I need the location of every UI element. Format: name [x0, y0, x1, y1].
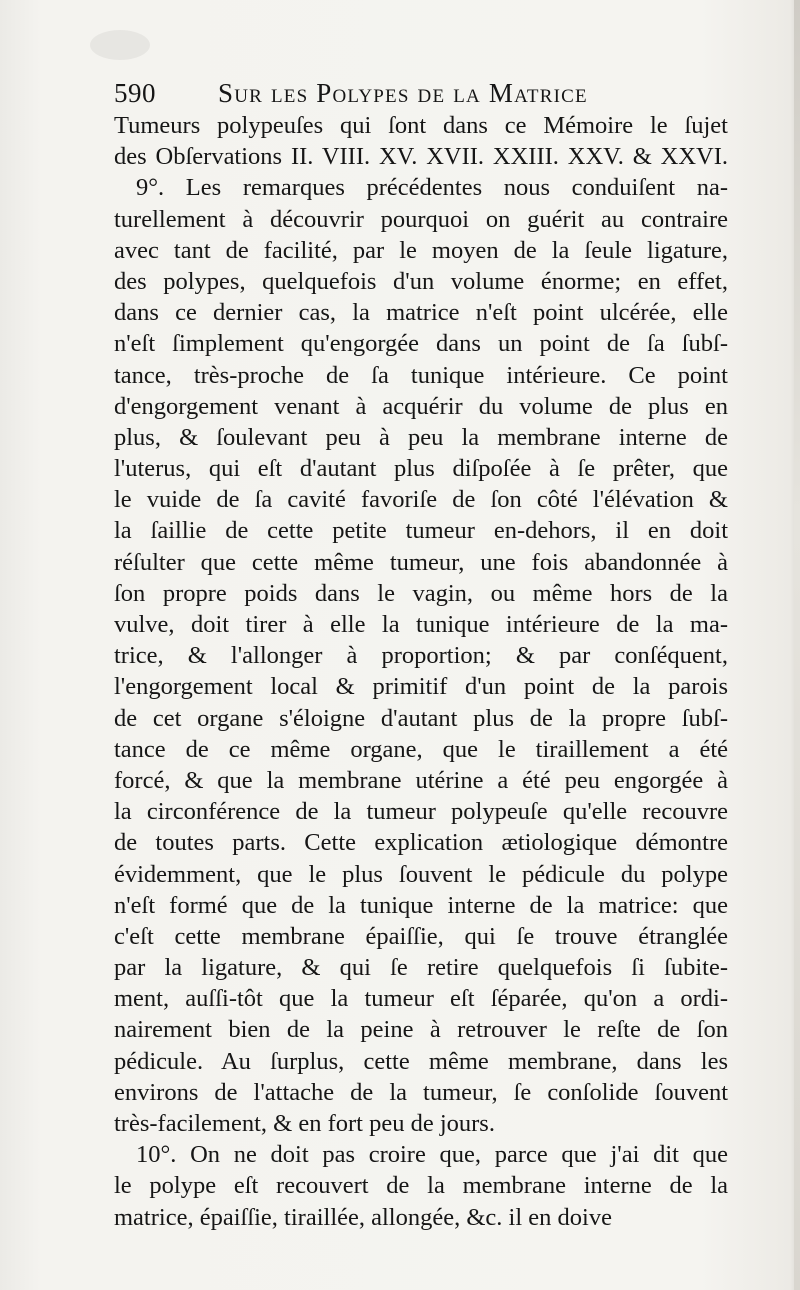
text-line: la circonférence de la tumeur polypeuſe qu'elle recouvre [114, 798, 728, 826]
text-line: 10°. On ne doit pas croire que, parce que j'ai dit que [136, 1141, 728, 1169]
body-text [114, 110, 728, 1233]
text-line: environs de l'attache de la tumeur, ſe conſolide ſouvent [114, 1078, 728, 1106]
text-line: de toutes parts. Cette explication ætiologique démontre [114, 829, 728, 857]
text-line: plus, & ſoulevant peu à peu la membrane interne de [114, 423, 728, 451]
text-line: forcé, & que la membrane utérine a été peu engorgée à [114, 766, 728, 794]
paper-smudge [90, 30, 150, 60]
text-line: l'uterus, qui eſt d'autant plus diſpoſée à ſe prêter, que [114, 455, 728, 483]
text-line: le vuide de ſa cavité favoriſe de ſon côté l'élévation & [114, 486, 728, 514]
text-line: des polypes, quelquefois d'un volume énorme; en effet, [114, 267, 728, 295]
text-line: ſon propre poids dans le vagin, ou même hors de la [114, 579, 728, 607]
page-header [114, 76, 734, 110]
text-line: nairement bien de la peine à retrouver le reſte de ſon [114, 1016, 728, 1044]
text-line: dans ce dernier cas, la matrice n'eſt point ulcérée, elle [114, 299, 728, 327]
text-line: réſulter que cette même tumeur, une fois abandonnée à [114, 548, 728, 576]
text-line: turellement à découvrir pourquoi on guérit au contraire [114, 205, 728, 233]
text-line: c'eſt cette membrane épaiſſie, qui ſe trouve étranglée [114, 922, 728, 950]
text-line: trice, & l'allonger à proportion; & par conſéquent, [114, 642, 728, 670]
text-line: évidemment, que le plus ſouvent le pédicule du polype [114, 860, 728, 888]
text-line: Tumeurs polypeuſes qui ſont dans ce Mémoire le ſujet [114, 112, 728, 139]
text-line: vulve, doit tirer à elle la tunique intérieure de la ma- [114, 611, 728, 638]
text-line: n'eſt formé que de la tunique interne de la matrice: que [114, 891, 728, 919]
text-line: avec tant de facilité, par le moyen de la ſeule ligature, [114, 236, 728, 264]
text-line: par la ligature, & qui ſe retire quelquefois ſi ſubite- [114, 954, 728, 982]
running-title: Sur les Polypes de la Matrice [218, 78, 588, 108]
text-line: de cet organe s'éloigne d'autant plus de la propre ſubſ- [114, 704, 728, 732]
page-number: 590 [114, 78, 156, 108]
text-line: ment, auſſi-tôt que la tumeur eſt ſéparée, qu'on a ordi- [114, 985, 728, 1013]
page-edge [794, 0, 800, 1290]
text-line: d'engorgement venant à acquérir du volume de plus en [114, 392, 728, 420]
text-line: l'engorgement local & primitif d'un point de la parois [114, 673, 728, 701]
text-line: 9°. Les remarques précédentes nous conduiſent na- [136, 174, 728, 202]
text-line: matrice, épaiſſie, tiraillée, allongée, &c. il en doive [114, 1203, 612, 1231]
text-line: très-facilement, & en fort peu de jours. [114, 1110, 495, 1137]
text-line: la ſaillie de cette petite tumeur en-dehors, il en doit [114, 517, 728, 545]
text-line: tance de ce même organe, que le tiraillement a été [114, 735, 728, 763]
text-line: le polype eſt recouvert de la membrane interne de la [114, 1172, 728, 1200]
text-line: tance, très-proche de ſa tunique intérieure. Ce point [114, 361, 728, 389]
text-line: pédicule. Au ſurplus, cette même membrane, dans les [114, 1047, 728, 1075]
text-line: des Obſervations II. VIII. XV. XVII. XXIII. XXV. & XXVI. [114, 143, 728, 171]
text-line: n'eſt ſimplement qu'engorgée dans un point de ſa ſubſ- [114, 330, 728, 358]
